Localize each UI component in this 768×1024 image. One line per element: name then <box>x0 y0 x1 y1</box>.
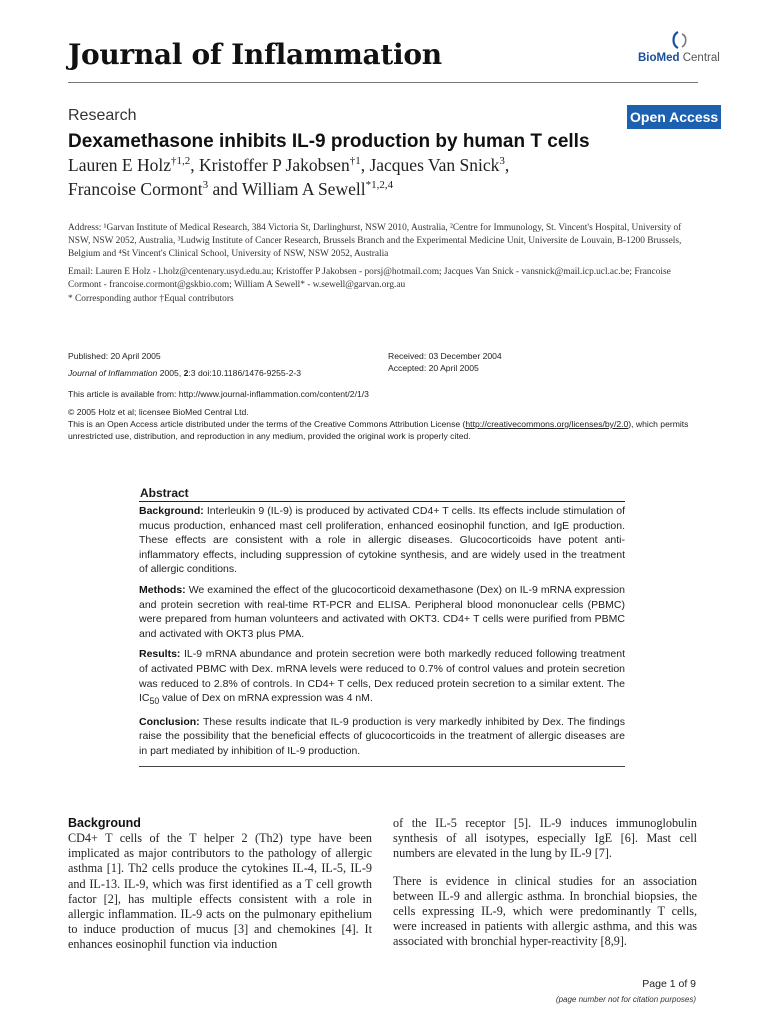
author-affiliation: *1,2,4 <box>365 179 394 192</box>
abstract-background-label: Background: <box>139 505 204 517</box>
abstract-background <box>139 504 625 577</box>
author-name: , Kristoffer P Jakobsen <box>190 155 350 175</box>
citation-year: 2005, <box>157 368 184 378</box>
author-footnote: * Corresponding author †Equal contributors <box>68 294 234 304</box>
abstract-results-subscript: 50 <box>149 696 160 707</box>
article-section: Research <box>68 107 137 124</box>
abstract-conclusion-label: Conclusion: <box>139 715 200 728</box>
abstract-results-text: IL-9 mRNA abundance and protein secretion were both markedly reduced following treatment of activated PBMC with Dex. mRNA levels were reduced to 0.7% of control values and protein secretion was reduced to 2.8% of controls. In CD4+ T cells, Dex reduced protein secretion to a similar extent. The IC <box>139 648 625 705</box>
article-title: Dexamethasone inhibits IL-9 production by human T cells <box>68 131 590 152</box>
logo-brand-light: Central <box>679 52 720 64</box>
abstract-title: Abstract <box>140 486 189 500</box>
publisher-logo <box>638 30 718 70</box>
abstract-conclusion-text: These results indicate that IL-9 production is very markedly inhibited by Dex. The findings raise the possibility that the beneficial effects of glucocorticoids in the treatment of allergic diseases are in part mediated by inhibition of IL-9 production. <box>139 715 625 757</box>
citation-doi: :3 doi:10.1186/1476-9255-2-3 <box>188 368 301 378</box>
copyright-notice: © 2005 Holz et al; licensee BioMed Central Ltd. <box>68 407 249 417</box>
body-column-right <box>393 816 697 950</box>
license-link[interactable]: http://creativecommons.org/licenses/by/2.0 <box>465 419 629 429</box>
abstract-top-rule <box>139 501 625 502</box>
logo-brand-bold: BioMed <box>638 52 680 64</box>
author-name: Lauren E Holz <box>68 155 172 175</box>
author-name: , Jacques Van Snick <box>360 155 500 175</box>
abstract-results-label: Results: <box>139 648 181 661</box>
body-paragraph: There is evidence in clinical studies for an association between IL-9 and allergic asthma. In bronchial biopsies, the cells expressing IL-9, which were predominantly T cells, were increased in patients with allergic asthma, and this was associated with bronchial hyper-reactivity [8,9]. <box>393 873 697 949</box>
affiliation-address <box>68 222 698 262</box>
page-number-note: (page number not for citation purposes) <box>555 995 696 1004</box>
author-affiliation: 3 <box>499 155 505 168</box>
received-date: Received: 03 December 2004 <box>388 351 502 361</box>
open-access-badge: Open Access <box>627 105 721 129</box>
author-affiliation: †1 <box>349 155 361 168</box>
author-name: Francoise Cormont <box>68 179 203 199</box>
author-name: and William A Sewell <box>208 179 366 199</box>
citation-volume: 2 <box>183 368 189 378</box>
author-list <box>68 153 688 201</box>
biomed-central-logo-icon <box>668 30 694 52</box>
author-affiliation: 3 <box>202 179 209 192</box>
author-name: , <box>504 155 510 175</box>
journal-title: Journal of Inflammation <box>68 38 442 71</box>
publisher-logo-text <box>638 52 720 64</box>
abstract-bottom-rule <box>139 766 625 767</box>
section-heading: Background <box>68 816 141 830</box>
abstract-results-text-end: value of Dex on mRNA expression was 4 nM. <box>159 692 373 705</box>
address-text: Address: ¹Garvan Institute of Medical Research, 384 Victoria St, Darlinghurst, NSW 2010, Australia, ²Centre for Immunology, St. Vincent's Hospital, University of NSW, NSW 2052, Australia, ³Ludwig Institute of Cancer Research, Brussels Branch and the Experimental Medicine Unit, Universite de Louvain, B-1200 Brussels, Belgium and ⁴St Vincent's Clinical School, University of NSW, NSW 2052, Australia <box>68 223 682 260</box>
abstract-conclusion <box>139 715 625 759</box>
body-paragraph: CD4+ T cells of the T helper 2 (Th2) type have been implicated as major contributors to the pathology of allergic asthma [1]. Th2 cells produce the cytokines IL-4, IL-5, IL-9 and IL-13. IL-9, which was first identified as a T cell growth factor [2], has multiple effects consistent with a role in allergic inflammation. IL-9 acts on the pulmonary epithelium to induce production of mucus [3] and chemokines [4]. It enhances eosinophil function via induction <box>68 831 372 952</box>
abstract-methods-text: We examined the effect of the glucocorticoid dexamethasone (Dex) on IL-9 mRNA expression and protein secretion with real-time RT-PCR and ELISA. Peripheral blood mononuclear cells (PBMC) were prepared from human volunteers and activated with OKT3. CD4+ T cells were purified from PBMC and activated with OKT3 plus PMA. <box>139 583 625 640</box>
email-text: Email: Lauren E Holz - l.holz@centenary.usyd.edu.au; Kristoffer P Jakobsen - porsj@hotmail.com; Jacques Van Snick - vansnick@mail.icp.ucl.ac.be; Francoise Cormont - francoise.cormont@gskbio.com; William A Sewell* - w.sewell@garvan.org.au <box>68 267 671 291</box>
published-date: Published: 20 April 2005 <box>68 351 161 361</box>
abstract-background-text: Interleukin 9 (IL-9) is produced by activated CD4+ T cells. Its effects include stimulation of mucus production, enhanced mast cell proliferation, enhanced eosinophil function, and IgE production. These effects are consistent with a role in allergic diseases. Glucocorticoids have potent anti-inflammatory effects, including suppression of cytokine synthesis, and are widely used in the treatment of allergic conditions. <box>139 505 625 576</box>
author-line-1 <box>68 153 688 177</box>
abstract-results <box>139 647 625 708</box>
license-notice <box>68 419 708 442</box>
accepted-date: Accepted: 20 April 2005 <box>388 363 479 373</box>
page-number: Page 1 of 9 <box>642 978 696 990</box>
license-text-end: ), which permits unrestricted use, distribution, and reproduction in any medium, provided the original work is properly cited. <box>68 419 689 441</box>
license-text: This is an Open Access article distributed under the terms of the Creative Commons Attribution License ( <box>68 419 466 429</box>
body-column-left <box>68 816 372 953</box>
author-line-2 <box>68 177 688 201</box>
author-affiliation: †1,2 <box>171 155 191 168</box>
abstract-methods <box>139 583 625 641</box>
abstract-body <box>139 504 625 759</box>
masthead-divider <box>68 82 698 83</box>
citation-journal: Journal of Inflammation <box>68 368 158 378</box>
body-paragraph: of the IL-5 receptor [5]. IL-9 induces immunoglobulin synthesis of all isotypes, especially IgE [6]. Mast cell numbers are elevated in the lung by IL-9 [7]. <box>393 816 697 861</box>
author-emails <box>68 266 698 292</box>
abstract-box <box>139 486 625 767</box>
citation-line <box>68 368 301 378</box>
abstract-methods-label: Methods: <box>139 583 186 596</box>
article-url[interactable]: This article is available from: http://www.journal-inflammation.com/content/2/1/3 <box>68 389 369 399</box>
